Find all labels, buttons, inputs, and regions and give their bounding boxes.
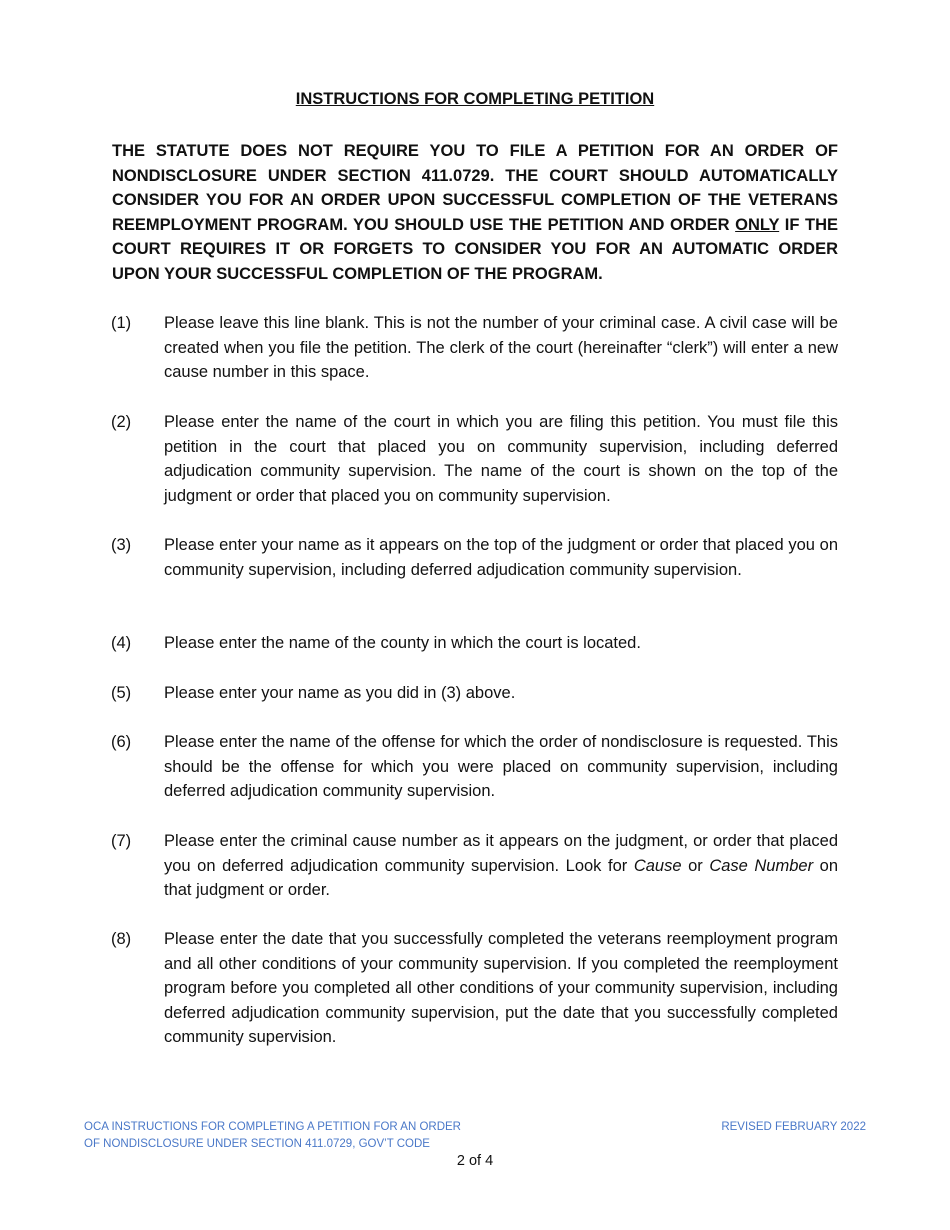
- footer-revision-date: REVISED FEBRUARY 2022: [721, 1121, 866, 1133]
- item-number: (2): [111, 413, 132, 431]
- item-number: (6): [111, 733, 132, 751]
- item-text: Please enter the name of the county in which the court is located.: [164, 634, 641, 652]
- item-text: [164, 829, 838, 903]
- item-text-part: on that judgment or order.: [164, 856, 838, 900]
- item-text: Please enter your name as it appears on the top of the judgment or order that placed you on community supervision, including deferred adjudication community supervision.: [164, 536, 838, 579]
- item-text: Please leave this line blank. This is not the number of your criminal case. A civil case will be created when you file the petition. The clerk of the court (hereinafter “clerk”) will enter a new cause number in this space.: [164, 314, 838, 382]
- item-number: (1): [111, 314, 132, 332]
- item-term-case-number: Case Number: [709, 856, 814, 875]
- item-number: (4): [111, 634, 132, 652]
- item-term-cause: Cause: [633, 856, 682, 875]
- footer-form-title: [84, 1119, 461, 1153]
- footer-line-1: OCA INSTRUCTIONS FOR COMPLETING A PETITION FOR AN ORDER: [84, 1121, 461, 1133]
- item-number: (7): [111, 832, 132, 850]
- notice-text-after: IF THE COURT REQUIRES IT OR FORGETS TO CONSIDER YOU FOR AN AUTOMATIC ORDER UPON YOUR SUCCESSFUL COMPLETION OF THE PROGRAM.: [112, 215, 838, 283]
- item-text: Please enter your name as you did in (3) above.: [164, 684, 516, 702]
- page-number: 2 of 4: [456, 1153, 494, 1169]
- footer-line-2: OF NONDISCLOSURE UNDER SECTION 411.0729, GOV’T CODE: [84, 1138, 430, 1150]
- statute-notice: [112, 139, 838, 287]
- item-number: (8): [111, 930, 132, 948]
- notice-text-before: THE STATUTE DOES NOT REQUIRE YOU TO FILE A PETITION FOR AN ORDER OF NONDISCLOSURE UNDER SECTION 411.0729. THE COURT SHOULD AUTOMATICALLY CONSIDER YOU FOR AN ORDER UPON SUCCESSFUL COMPLETION OF THE VETERANS REEMPLOYMENT PROGRAM. YOU SHOULD USE THE PETITION AND ORDER: [112, 142, 838, 234]
- notice-emphasis-only: ONLY: [735, 215, 780, 234]
- item-text: Please enter the date that you successfully completed the veterans reemployment program and all other conditions of your community supervision. If you completed the reemployment program before you completed all other conditions of your community supervision, including deferred adjudication community supervision, put the date that you successfully completed community supervision.: [164, 930, 838, 1047]
- item-number: (5): [111, 684, 132, 702]
- item-text: Please enter the name of the offense for which the order of nondisclosure is requested. This should be the offense for which you were placed on community supervision, including deferred adjudication community supervision.: [164, 733, 838, 801]
- page-title: INSTRUCTIONS FOR COMPLETING PETITION: [295, 90, 655, 108]
- item-text: Please enter the name of the court in which you are filing this petition. You must file this petition in the court that placed you on community supervision, including deferred adjudication community supervision. The name of the court is shown on the top of the judgment or order that placed you on community supervision.: [164, 413, 838, 505]
- item-number: (3): [111, 536, 132, 554]
- item-text-part: or: [681, 856, 710, 875]
- item-text-part: Please enter the criminal cause number as it appears on the judgment, or order that placed you on deferred adjudication community supervision. Look for: [164, 832, 838, 875]
